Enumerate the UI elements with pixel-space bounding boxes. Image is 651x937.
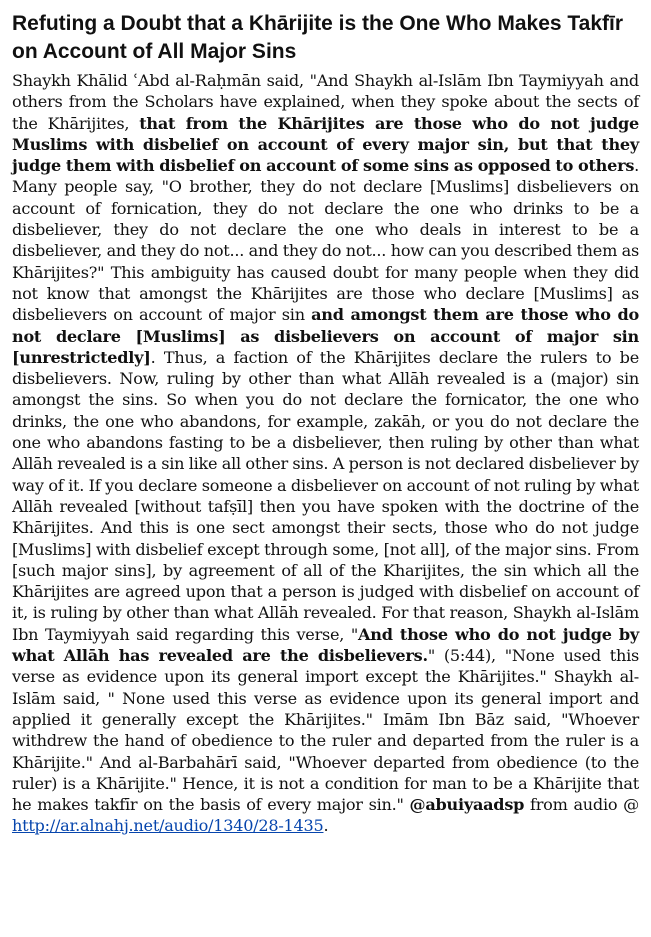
closing-period: . bbox=[323, 816, 329, 836]
bold-quote-segment: And those who do not judge by what Allāh has revealed are the disbelievers. bbox=[12, 624, 639, 666]
text-segment: . Many people say, "O brother, they do not declare [Muslims] disbelievers on account of fornication, they do not declare the one who drinks to be a disbeliever, they do not declare the one who deals in interest to be a disbeliever, and they do not... and they do not... how can you described them as Khārijites?" This ambiguity has caused doubt for many people when they did not know that amongst the Khārijites are those who declare [Muslims] as disbelievers on account of major sin bbox=[12, 156, 639, 325]
text-segment: " (5:44), "None used this verse as evidence upon its general import except the Khārijites." Shaykh al-Islām said, " None used this verse as evidence upon its general import and applied it generally except the Khārijites." Imām Ibn Bāz said, "Whoever withdrew the hand of obedience to the ruler and departed from the ruler is a Khārijite." And al-Barbahārī said, "Whoever departed from obedience (to the ruler) is a Khārijite." Hence, it is not a condition for man to be a Khārijite that he makes takfīr on the basis of every major sin." bbox=[12, 646, 639, 815]
text-segment: . Thus, a faction of the Khārijites declare the rulers to be disbelievers. Now, ruling by other than what Allāh revealed is a (major) sin amongst the sins. So when you do not declare the fornicator, the one who drinks, the one who abandons, for example, zakāh, or you do not declare the one who abandons fasting to be a disbeliever, then ruling by other than what Allāh revealed is a sin like all other sins. A person is not declared disbeliever by way of it. If you declare someone a disbeliever on account of not ruling by what Allāh revealed [without tafṣīl] then you have spoken with the doctrine of the Khārijites. And this is one sect amongst their sects, those who do not judge [Muslims] with disbelief except through some, [not all], of the major sins. From [such major sins], by agreement of all of the Kharijites, the sin which all the Khārijites are agreed upon that a person is judged with disbelief on account of it, is ruling by other than what Allāh revealed. For that reason, Shaykh al-Islām Ibn Taymiyyah said regarding this verse, " bbox=[12, 347, 639, 644]
page-title: Refuting a Doubt that a Khārijite is the One Who Makes Takfīr on Account of All Major Sins bbox=[12, 12, 624, 63]
bold-segment: and amongst them are those who do not declare [Muslims] as disbelievers on account of major sin [unrestrictedly] bbox=[12, 305, 639, 367]
body-paragraph bbox=[12, 70, 639, 837]
bold-segment: that from the Khārijites are those who do not judge Muslims with disbelief on account of every major sin, but that they judge them with disbelief on account of some sins as opposed to others bbox=[12, 113, 639, 176]
author-handle: @abuiyaadsp bbox=[409, 795, 525, 815]
text-segment: Shaykh Khālid ʿAbd al-Raḥmān said, "And Shaykh al-Islām Ibn Taymiyyah and others from the Scholars have explained, when they spoke about the sects of the Khārijites, bbox=[12, 71, 639, 133]
text-segment: from audio @ bbox=[524, 795, 639, 815]
source-link[interactable]: http://ar.alnahj.net/audio/1340/28-1435 bbox=[12, 816, 324, 836]
